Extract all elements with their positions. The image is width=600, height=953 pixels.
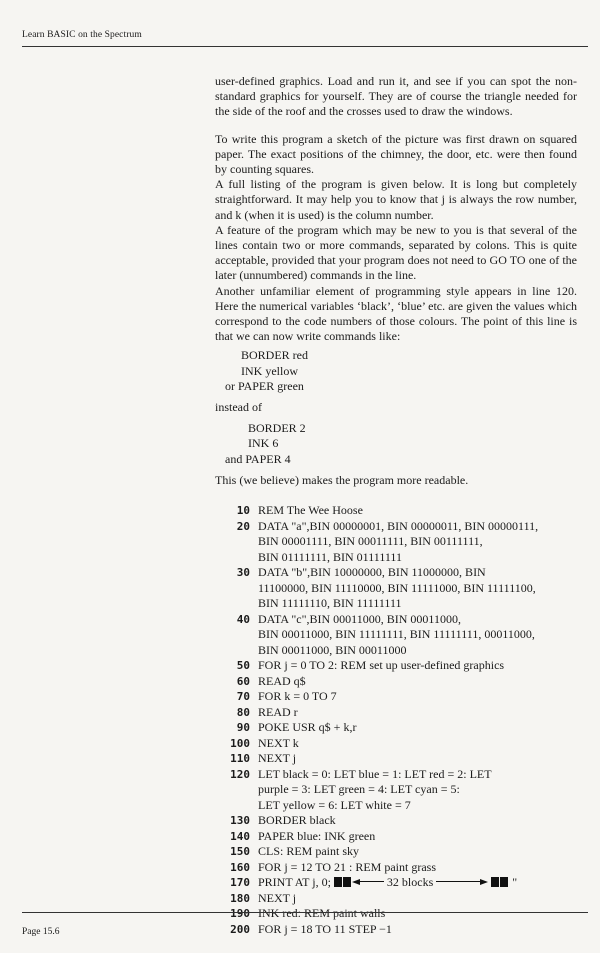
paragraph: instead of: [215, 400, 262, 415]
code-text: NEXT j: [258, 890, 297, 905]
line-number: 70: [236, 690, 250, 703]
code-text: BIN 00011000, BIN 00011000: [258, 642, 407, 657]
line-code: [258, 751, 588, 767]
line-code: [258, 829, 588, 845]
line-code: [258, 767, 588, 814]
listing-line: [228, 751, 588, 767]
line-number: 190: [230, 907, 250, 920]
block-glyph-icon: [343, 877, 351, 887]
listing-line: [228, 891, 588, 907]
line-number: 110: [230, 752, 250, 765]
code-text: DATA "a",BIN 00000001, BIN 00000011, BIN 00000111,: [258, 518, 539, 533]
code-text: BORDER black: [258, 813, 336, 827]
paragraph: To write this program a sketch of the picture was first drawn on squared paper. The exact positions of the chimney, the door, etc. were then found by counting squares.: [215, 131, 577, 177]
line-number: 180: [230, 891, 250, 905]
program-listing: [228, 503, 588, 937]
line-code: [258, 705, 588, 721]
header-rule: [22, 46, 588, 47]
listing-line: [228, 860, 588, 876]
arrow-line: [360, 881, 384, 882]
paragraph: This (we believe) makes the program more readable.: [215, 472, 469, 487]
code-text: BIN 00001111, BIN 00011111, BIN 00111111,: [258, 534, 483, 548]
line-code: [258, 658, 588, 674]
line-number: 10: [236, 504, 250, 517]
line-code: [258, 674, 588, 690]
listing-line: [228, 612, 588, 659]
block-glyph-icon: [500, 877, 508, 887]
line-number: 20: [236, 519, 250, 533]
listing-line: [228, 689, 588, 705]
code-text: FOR j = 18 TO 11 STEP −1: [258, 921, 392, 936]
line-code: [258, 689, 588, 705]
block-glyph-icon: [334, 877, 342, 887]
line-number: 120: [230, 767, 250, 781]
arrow-right-icon: [480, 879, 488, 885]
command-example: BORDER red: [241, 348, 308, 363]
running-header: Learn BASIC on the Spectrum: [22, 30, 142, 40]
paragraph: A feature of the program which may be new to you is that several of the lines contain two or more commands, separated by colons. This is quite acceptable, provided that your program does not need to GO TO one of the later (unnumbered) commands in the line.: [215, 222, 577, 283]
line-number: 30: [236, 566, 250, 579]
footer-rule: [22, 912, 588, 913]
line-code: [258, 736, 588, 752]
line-number: 90: [236, 721, 250, 734]
code-text: BIN 11111110, BIN 11111111: [258, 596, 402, 610]
blocks-label: 32 blocks: [386, 875, 434, 889]
code-text: FOR j = 12 TO 21 : REM paint grass: [258, 859, 437, 874]
command-example: or PAPER green: [225, 378, 304, 393]
listing-line: [228, 813, 588, 829]
listing-line: [228, 519, 588, 566]
print-statement: PRINT AT j, 0;: [258, 875, 331, 889]
code-text: POKE USR q$ + k,r: [258, 720, 357, 734]
code-text: FOR k = 0 TO 7: [258, 689, 337, 703]
command-example: INK 6: [248, 436, 279, 451]
line-code: [258, 519, 588, 566]
listing-line: [228, 658, 588, 674]
line-number: 140: [230, 829, 250, 843]
arrow-left-icon: [352, 879, 360, 885]
listing-line: [228, 922, 588, 938]
line-code: [258, 906, 588, 922]
line-code: [258, 813, 588, 829]
command-example: BORDER 2: [248, 421, 306, 436]
line-number: 100: [230, 736, 250, 750]
page-number: Page 15.6: [22, 927, 60, 937]
code-text: LET black = 0: LET blue = 1: LET red = 2: LET: [258, 766, 492, 781]
listing-line: [228, 829, 588, 845]
command-example: and PAPER 4: [225, 451, 291, 466]
listing-line: [228, 720, 588, 736]
paragraph: Another unfamiliar element of programming style appears in line 120. Here the numerical variables ‘black’, ‘blue’ etc. are given the values which correspond to the code numbers of those colours. The point of this line is that we can now write commands like:: [215, 283, 577, 344]
listing-line: [228, 844, 588, 860]
code-text: NEXT j: [258, 751, 297, 765]
line-number: 160: [230, 860, 250, 874]
code-text: CLS: REM paint sky: [258, 844, 360, 858]
command-example: INK yellow: [241, 363, 298, 378]
line-code: [258, 503, 588, 519]
code-text: READ r: [258, 704, 298, 719]
body-text: [215, 74, 577, 488]
line-code: [258, 720, 588, 736]
code-text: BIN 01111111, BIN 01111111: [258, 549, 402, 564]
code-text: DATA "b",BIN 10000000, BIN 11000000, BIN: [258, 565, 486, 579]
code-text: BIN 00011000, BIN 11111111, BIN 11111111, 00011000,: [258, 627, 535, 641]
paragraph: user-defined graphics. Load and run it, and see if you can spot the non-standard graphics for yourself. They are of course the triangle needed for the side of the roof and the crosses used to draw the windows.: [215, 74, 577, 119]
listing-line: [228, 906, 588, 922]
code-text: DATA "c",BIN 00011000, BIN 00011000,: [258, 611, 461, 626]
listing-line: [228, 705, 588, 721]
line-number: 200: [230, 922, 250, 936]
code-text: PAPER blue: INK green: [258, 828, 376, 843]
line-code: [258, 844, 588, 860]
line-code: [258, 891, 588, 907]
line-code: [258, 612, 588, 659]
arrow-line: [436, 881, 480, 882]
listing-line: [228, 736, 588, 752]
paragraph: A full listing of the program is given below. It is long but completely straightforward. It may help you to know that j is always the row number, and k (when it is used) is the column number.: [215, 177, 577, 222]
code-text: REM The Wee Hoose: [258, 503, 363, 517]
code-text: 11100000, BIN 11110000, BIN 11111000, BIN 11111100,: [258, 580, 536, 595]
line-number: 170: [230, 876, 250, 889]
code-text: LET yellow = 6: LET white = 7: [258, 797, 411, 812]
line-number: 40: [236, 612, 250, 626]
line-code: [258, 875, 588, 891]
line-number: 50: [236, 659, 250, 672]
line-number: 130: [230, 814, 250, 827]
listing-line: [228, 565, 588, 612]
line-code: [258, 565, 588, 612]
code-text: NEXT k: [258, 735, 299, 750]
closing-quote: ": [512, 875, 518, 889]
listing-line: [228, 767, 588, 814]
code-text: READ q$: [258, 673, 306, 688]
code-text: INK red: REM paint walls: [258, 906, 386, 920]
line-number: 80: [236, 705, 250, 719]
listing-line: [228, 503, 588, 519]
listing-line: [228, 875, 588, 891]
line-number: 60: [236, 674, 250, 688]
line-number: 150: [230, 845, 250, 858]
code-text: purple = 3: LET green = 4: LET cyan = 5:: [258, 782, 460, 796]
code-text: FOR j = 0 TO 2: REM set up user-defined graphics: [258, 658, 505, 672]
block-glyph-icon: [491, 877, 499, 887]
line-code: [258, 860, 588, 876]
line-code: [258, 922, 588, 938]
listing-line: [228, 674, 588, 690]
